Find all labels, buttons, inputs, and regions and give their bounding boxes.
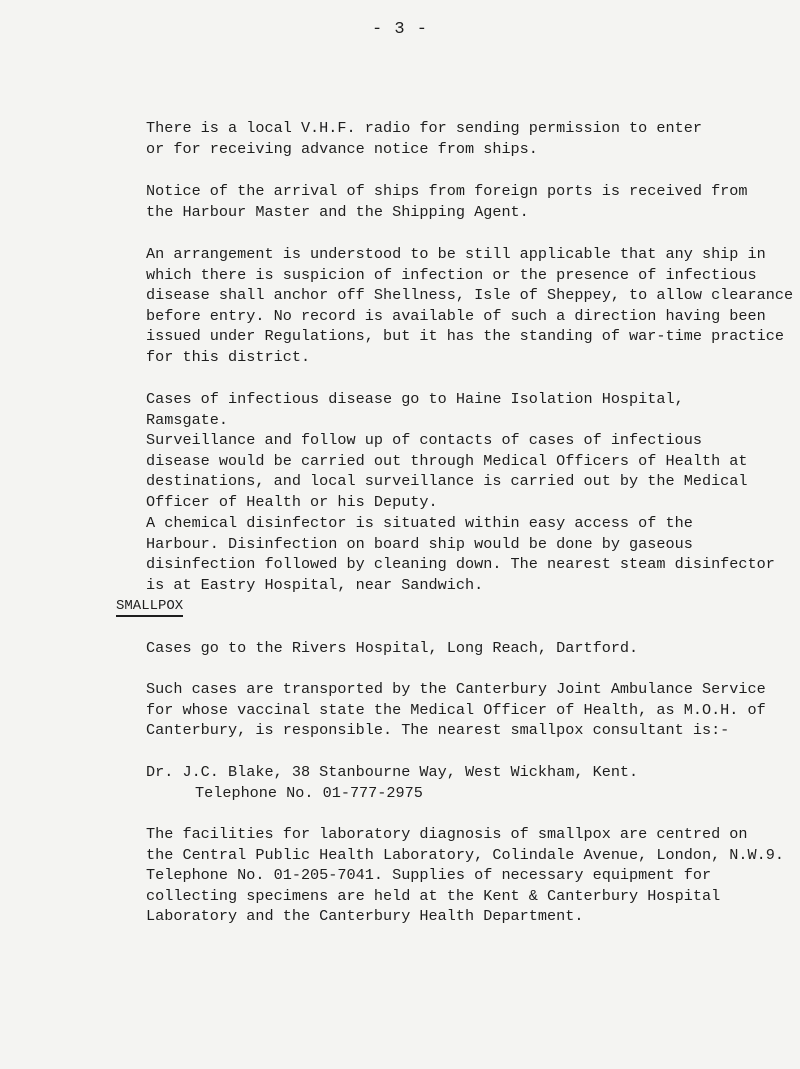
- paragraph-ambulance-service: Such cases are transported by the Canterbury Joint Ambulance Service for whose vaccinal state the Medical Officer of Health, as M.O.H. of Canterbury, is responsible. The nearest smallpox consultant is:-: [146, 680, 766, 739]
- consultant-name-address: Dr. J.C. Blake, 38 Stanbourne Way, West Wickham, Kent.: [146, 763, 639, 781]
- consultant-address: [146, 762, 786, 803]
- section-heading-smallpox: SMALLPOX: [116, 597, 183, 617]
- paragraph-anchorage-arrangement: An arrangement is understood to be still applicable that any ship in which there is suspicion of infection or the presence of infectious disease shall anchor off Shellness, Isle of Sheppey, to allow clearance before entry. No record is available of such a direction having been issued under Regulations, but it has the standing of war-time practice for this district.: [146, 245, 794, 366]
- page-number: - 3 -: [371, 20, 428, 39]
- paragraph-isolation-hospital: Cases of infectious disease go to Haine Isolation Hospital, Ramsgate.: [146, 390, 684, 429]
- consultant-telephone: Telephone No. 01-777-2975: [195, 783, 423, 802]
- paragraph-disinfection: A chemical disinfector is situated within easy access of the Harbour. Disinfection on board ship would be done by gaseous disinfection followed by cleaning down. The nearest steam disinfector is at Eastry Hospital, near Sandwich.: [146, 514, 775, 594]
- paragraph-surveillance: Surveillance and follow up of contacts of cases of infectious disease would be carried out through Medical Officers of Health at destinations, and local surveillance is carried out by the Medical Officer of Health or his Deputy.: [146, 431, 748, 511]
- paragraph-arrival-notice: Notice of the arrival of ships from foreign ports is received from the Harbour Master and the Shipping Agent.: [146, 182, 748, 221]
- paragraph-laboratory-diagnosis: The facilities for laboratory diagnosis of smallpox are centred on the Central Public Health Laboratory, Colindale Avenue, London, N.W.9. Telephone No. 01-205-7041. Supplies of necessary equipment for collecting specimens are held at the Kent & Canterbury Hospital Laboratory and the Canterbury Health Department.: [146, 825, 784, 925]
- paragraph-smallpox-hospital: Cases go to the Rivers Hospital, Long Reach, Dartford.: [146, 639, 639, 657]
- paragraph-vhf-radio: There is a local V.H.F. radio for sending permission to enter or for receiving advance notice from ships.: [146, 119, 702, 158]
